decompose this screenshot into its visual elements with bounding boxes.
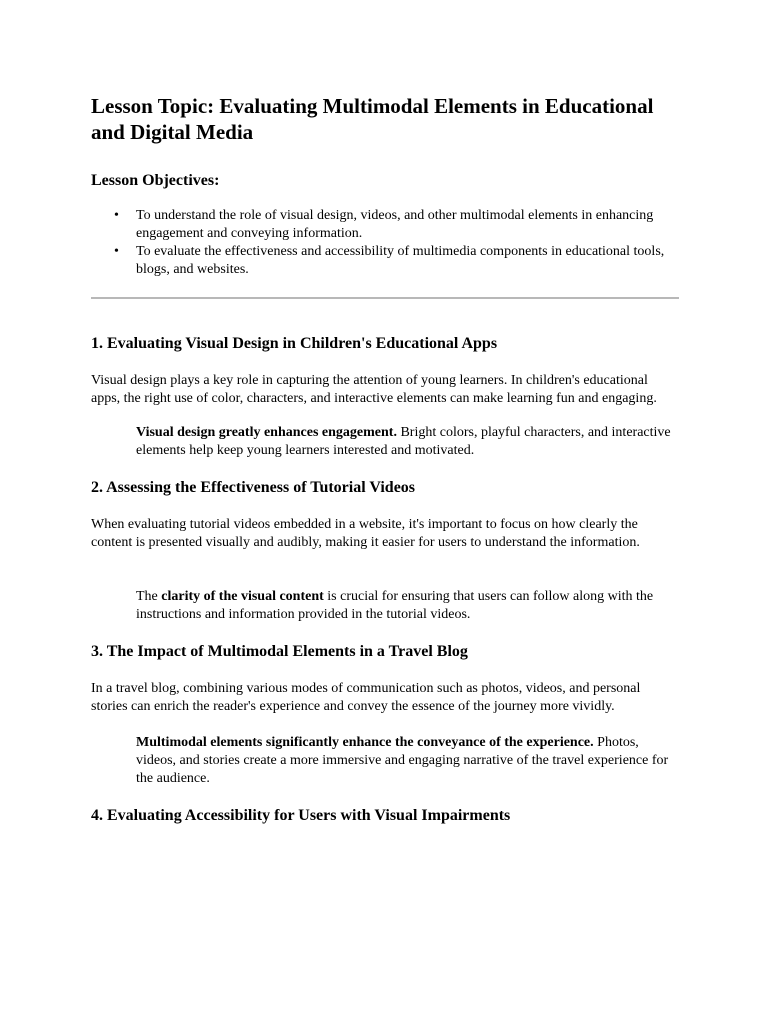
- section-3-answer: [136, 734, 679, 788]
- answer-suffix: is crucial for ensuring that users can follow along with the instructions and information provided in the tutorial videos.: [136, 589, 654, 622]
- section-divider: [91, 297, 679, 299]
- answer-suffix: Bright colors, playful characters, and interactive elements help keep young learners interested and motivated.: [136, 425, 671, 458]
- objectives-heading: Lesson Objectives:: [91, 172, 220, 189]
- objective-text: To understand the role of visual design, videos, and other multimodal elements in enhancing engagement and conveying information.: [136, 208, 654, 241]
- section-1-paragraph: Visual design plays a key role in capturing the attention of young learners. In children's educational apps, the right use of color, characters, and interactive elements can make learning fun and engaging.: [91, 373, 657, 406]
- answer-bold: Visual design greatly enhances engagement.: [136, 425, 397, 440]
- section-1-title: 1. Evaluating Visual Design in Children's Educational Apps: [91, 335, 498, 352]
- section-2-answer: [136, 588, 679, 624]
- answer-bold: Multimodal elements significantly enhance the conveyance of the experience.: [136, 735, 594, 750]
- objective-text: To evaluate the effectiveness and accessibility of multimedia components in educational tools, blogs, and websites.: [136, 244, 665, 277]
- bullet-icon: •: [114, 208, 119, 223]
- section-4-title: 4. Evaluating Accessibility for Users with Visual Impairments: [91, 807, 511, 824]
- section-2-paragraph: When evaluating tutorial videos embedded in a website, it's important to focus on how clearly the content is presented visually and audibly, making it easier for users to understand the information.: [91, 517, 640, 550]
- page-title: Lesson Topic: Evaluating Multimodal Elements in Educational and Digital Media: [91, 94, 654, 144]
- answer-bold: clarity of the visual content: [161, 589, 324, 604]
- answer-prefix: The: [136, 589, 162, 604]
- answer-suffix: Photos, videos, and stories create a more immersive and engaging narrative of the travel experience for the audience.: [136, 735, 669, 786]
- section-3-paragraph: In a travel blog, combining various modes of communication such as photos, videos, and personal stories can enrich the reader's experience and convey the essence of the journey more vividly.: [91, 681, 641, 714]
- document-content: [91, 93, 679, 826]
- section-2-title: 2. Assessing the Effectiveness of Tutorial Videos: [91, 479, 416, 496]
- section-3-title: 3. The Impact of Multimodal Elements in a Travel Blog: [91, 643, 468, 660]
- bullet-icon: •: [114, 244, 119, 259]
- section-1-answer: [136, 424, 679, 460]
- objective-item: [114, 207, 679, 243]
- objective-item: [114, 243, 679, 279]
- objectives-list: [91, 207, 679, 279]
